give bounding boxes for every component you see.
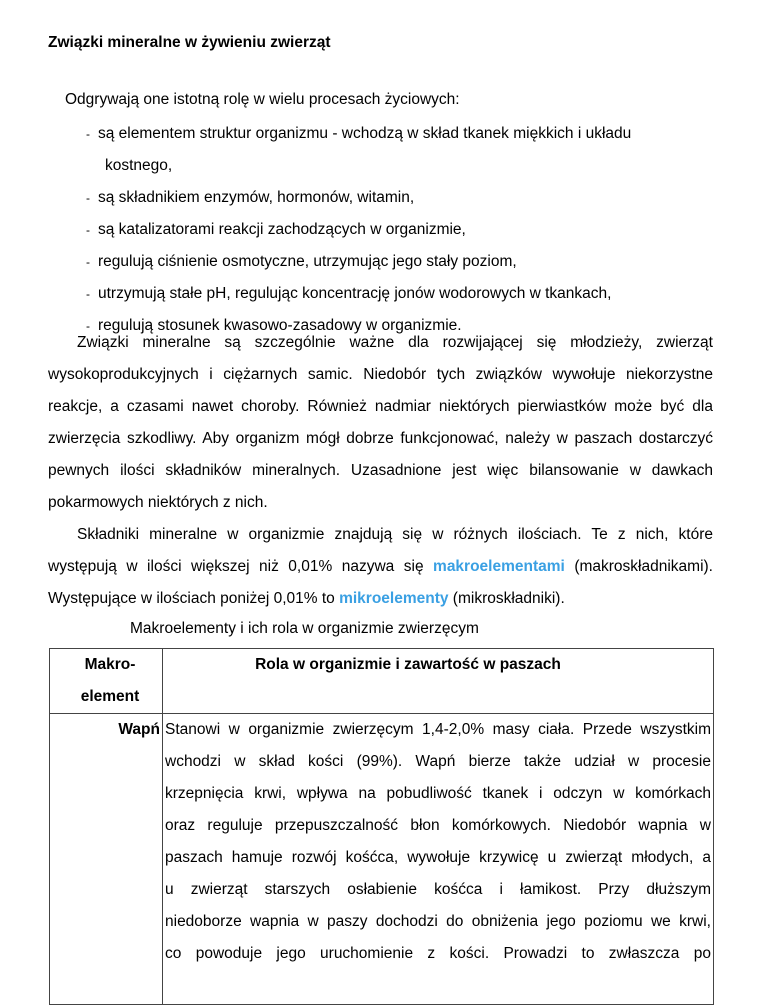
element-description xyxy=(163,714,714,1005)
list-item-text: są katalizatorami reakcji zachodzących w organizmie, xyxy=(98,221,466,238)
list-item-text: regulują stosunek kwasowo-zasadowy w organizmie. xyxy=(98,317,462,334)
list-item-text: są elementem struktur organizmu - wchodzą w skład tkanek miękkich i układu xyxy=(98,125,632,142)
description-line: Stanowi w organizmie zwierzęcym 1,4-2,0% masy ciała. Przede wszystkim xyxy=(165,721,711,738)
term-mikroelementy: mikroelementy xyxy=(339,590,449,607)
description-line: co powoduje jego uruchomienie z kości. Prowadzi to zwłaszcza po xyxy=(165,945,711,962)
list-item xyxy=(48,278,728,310)
dash-marker: - xyxy=(86,223,90,237)
dash-marker: - xyxy=(86,255,90,269)
list-item-text: utrzymują stałe pH, regulując koncentrację jonów wodorowych w tkankach, xyxy=(98,285,612,302)
dash-marker: - xyxy=(86,287,90,301)
dash-marker: - xyxy=(86,191,90,205)
list-item xyxy=(48,182,728,214)
paragraph-part-2: (makroskładnikami). Występujące w ilościach poniżej 0,01% to xyxy=(48,558,713,607)
description-line: niedoborze wapnia w paszy dochodzi do obniżenia jego poziomu we krwi, xyxy=(165,913,711,930)
list-item xyxy=(48,214,728,246)
description-line: wchodzi w skład kości (99%). Wapń bierze także udział w procesie xyxy=(165,753,711,770)
term-makroelementy: makroelementami xyxy=(433,558,565,575)
paragraph-part-1: Składniki mineralne w organizmie znajdują się w różnych ilościach. Te z nich, które występują w ilości większej niż 0,01% nazywa się xyxy=(48,526,713,575)
intro-text: Odgrywają one istotną rolę w wielu procesach życiowych: xyxy=(65,91,460,108)
table-caption: Makroelementy i ich rola w organizmie zwierzęcym xyxy=(130,620,479,637)
description-line: krzepnięcia krwi, wpływa na pobudliwość tkanek i odczyn w komórkach xyxy=(165,785,711,802)
description-line: paszach hamuje rozwój kośćca, wywołuje krzywicę u zwierząt młodych, a xyxy=(165,849,711,866)
list-item xyxy=(48,118,728,182)
list-item-text: regulują ciśnienie osmotyczne, utrzymując jego stały poziom, xyxy=(98,253,517,270)
macroelements-table xyxy=(49,648,714,1005)
list-item xyxy=(48,246,728,278)
element-name: Wapń xyxy=(50,714,163,1005)
bullet-list xyxy=(48,118,728,342)
dash-marker: - xyxy=(86,127,90,141)
paragraph-importance-text: Związki mineralne są szczególnie ważne dla rozwijającej się młodzieży, zwierząt wysokoprodukcyjnych i ciężarnych samic. Niedobór tych związków wywołuje niekorzystne reakcje, a czasami nawet choroby. Również nadmiar niektórych pierwiastków może być dla zwierzęcia szkodliwy. Aby organizm mógł dobrze funkcjonować, należy w paszach dostarczyć pewnych ilości składników mineralnych. Uzasadnione jest więc bilansowanie w dawkach pokarmowych niektórych z nich. xyxy=(48,334,713,511)
header-element: Makro-element xyxy=(50,649,163,714)
paragraph-part-3: (mikroskładniki). xyxy=(448,590,565,607)
description-line: u zwierząt starszych osłabienie kośćca i łamikost. Przy dłuższym xyxy=(165,881,711,898)
table-row xyxy=(50,714,714,1005)
header-role: Rola w organizmie i zawartość w paszach xyxy=(163,649,714,714)
description-line: oraz reguluje przepuszczalność błon komórkowych. Niedobór wapnia w xyxy=(165,817,711,834)
dash-marker: - xyxy=(86,319,90,333)
table-header-row xyxy=(50,649,714,714)
document-title: Związki mineralne w żywieniu zwierząt xyxy=(48,34,331,51)
list-item-text: są składnikiem enzymów, hormonów, witamin, xyxy=(98,189,415,206)
paragraph-classification xyxy=(48,519,713,615)
list-item-continuation: kostnego, xyxy=(105,157,173,174)
paragraph-importance xyxy=(48,327,713,519)
